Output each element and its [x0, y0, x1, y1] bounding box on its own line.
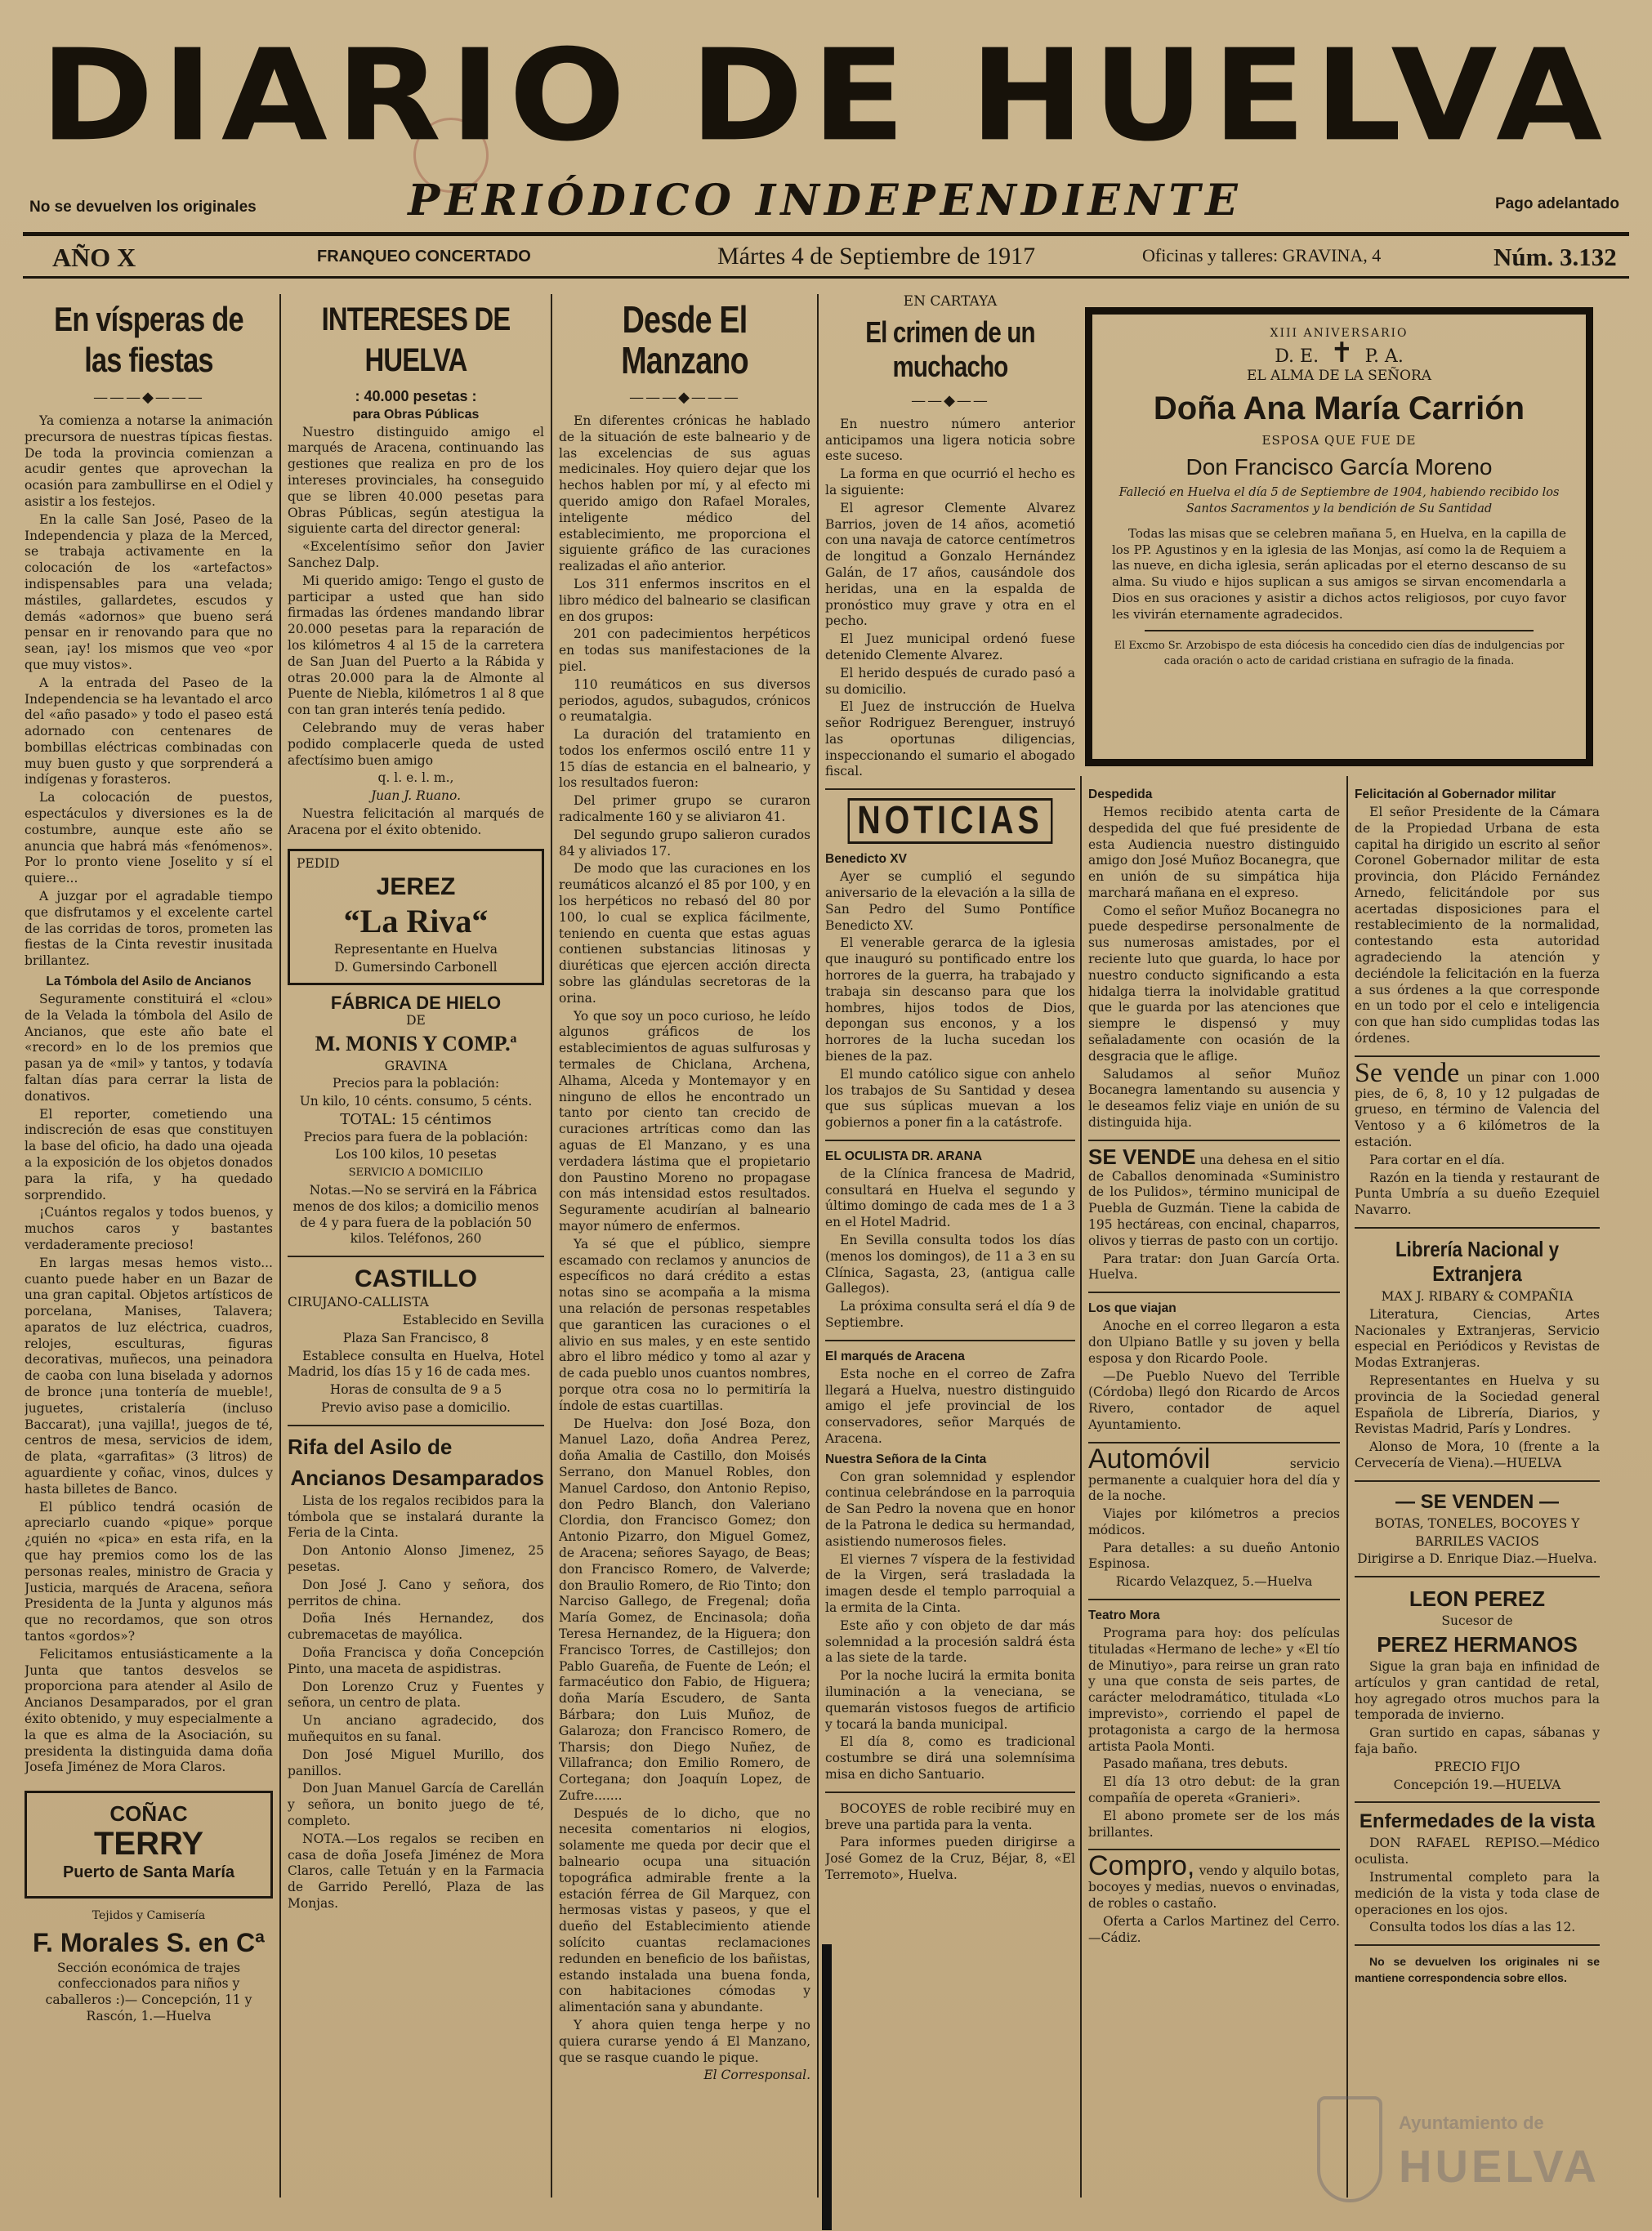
ad-libreria: Librería Nacional y Extranjera [1395, 1237, 1560, 1287]
paragraph: Literatura, Ciencias, Artes Nacionales y Extranjeras, Servicio especial en Periódicos y Revistas de Modas Extranjeras. [1355, 1306, 1600, 1371]
ad-line: Establecido en Sevilla [402, 1313, 544, 1328]
paragraph: La colocación de puestos, espectáculos y diversiones es la de costumbre, aunque este año se anuncia que habrá más «fenómenos». Por lo pronto viene Joselito y sí el quiere... [25, 790, 273, 886]
ad-line: Notas.—No se servirá en la Fábrica menos de dos kilos; a domicilio menos de 4 y para fuera de la población 50 kilos. Teléfonos, 260 [292, 1183, 539, 1247]
ad-riva [288, 849, 544, 985]
paragraph: Ricardo Velazquez, 5.—Huelva [1115, 1574, 1313, 1590]
paragraph: Don Antonio Alonso Jimenez, 25 pesetas. [288, 1543, 544, 1575]
ad-line: PEDID [297, 855, 340, 871]
obit-name: Doña Ana María Carrión [1153, 390, 1525, 427]
watermark-text: HUELVA [1399, 2140, 1600, 2192]
paragraph: No se devuelven los originales ni se mantiene correspondencia sobre ellos. [1355, 1955, 1600, 1984]
paragraph: Juan J. Ruano. [370, 788, 462, 804]
ad-compro [1088, 1850, 1340, 1912]
paragraph: Sucesor de [1441, 1613, 1513, 1629]
headline-rifa: Rifa del Asilo de [288, 1434, 453, 1459]
ad-text: un pinar con 1.000 pies, de 6, 8, 10 y 12 pulgadas de grueso, en término de Valencia del Ventoso y a 6 kilómetros de la estación. [1355, 1069, 1600, 1150]
subhead-marques: El marqués de Aracena [825, 1349, 965, 1363]
cross-icon: ✝ [1330, 336, 1354, 369]
bottom-rule [23, 276, 1629, 279]
obit-husband: Don Francisco García Moreno [1185, 454, 1493, 480]
paragraph: Del segundo grupo salieron curados 84 y aliviados 17. [559, 827, 810, 859]
paragraph: Don José J. Cano y señora, dos perritos de china. [288, 1577, 544, 1609]
ad-line: Los 100 kilos, 10 pesetas [335, 1147, 497, 1162]
paragraph: Don Juan Manuel García de Carellán y señora, un bonito juego de té, completo. [288, 1781, 544, 1828]
subhead-tombola: La Tómbola del Asilo de Ancianos [46, 975, 252, 989]
ornament: ———◆——— [93, 389, 204, 406]
ad-line: DE [406, 1012, 426, 1028]
subhead: para Obras Públicas [352, 407, 480, 422]
ad-line: Puerto de Santa María [62, 1863, 235, 1881]
paragraph: Saludamos al señor Muñoz Bocanegra lamentando su ausencia y le deseamos feliz viaje en unión de su distinguida hija. [1088, 1066, 1340, 1131]
ad-automovil [1088, 1443, 1340, 1505]
ad-text: servicio permanente a cualquier hora del día y de la noche. [1088, 1456, 1340, 1504]
paragraph: El señor Presidente de la Cámara de la Propiedad Urbana de esta capital ha dirigido un escrito al señor Coronel Gobernador militar de esta provincia, don Plácido Fernández Arnedo, felicitándole por sus acertadas disposiciones para el restablecimiento de la normalidad, contestando esta autoridad agradeciendo la atención y deciéndole la felicitación en la fuerza a sus órdenes a la que corresponde en un todo por el celo e inteligencia con que han sido cumplidas todas las órdenes. [1355, 804, 1600, 1046]
obit-pa: P. A. [1364, 346, 1404, 367]
ad-line: Plaza San Francisco, 8 [342, 1330, 489, 1345]
section-noticias: NOTICIAS [848, 798, 1053, 844]
paragraph: El público tendrá ocasión de apreciarlo cuando «pique» porque ¿quién no «pica» en esta rifa, en la que hay premios como los de las personas reales, ministro de Gracia y Justicia, marqués de Aracena, señora Presidenta de la Junta y algunos más que no recordamos, que son otros tantos «gordos»? [25, 1499, 273, 1644]
paragraph: Felicitamos entusiásticamente a la Junta que tantos desvelos se proporciona para atender al Asilo de Ancianos Desamparados, por el gran éxito obtenido, y muy especialmente a la que es alma de la Asociación, su presidenta la distinguida dama doña Josefa Jiménez de Mora Claros. [25, 1646, 273, 1775]
obit-line: El Excmo Sr. Arzobispo de esta diócesis ha concedido cien días de indulgencias por cada oración o acto de caridad cristiana en sufragio de la finada. [1114, 639, 1565, 668]
paragraph: Pasado mañana, tres debuts. [1103, 1756, 1288, 1772]
divider [1355, 1480, 1600, 1482]
column-6 [1355, 783, 1600, 2204]
masthead-subtitle: PERIÓDICO INDEPENDIENTE [408, 176, 1243, 225]
ad-heading: PEREZ HERMANOS [1377, 1631, 1578, 1657]
paragraph: Con gran solemnidad y esplendor continua celebrándose en la parroquia de San Pedro la novena que en honor de la Patrona le dedica su hermandad, asistiendo numerosos fieles. [825, 1469, 1075, 1549]
ad-text: una dehesa en el sitio de Caballos denominada «Suministro de los Pulidos», término municipal de Puebla de Guzmán. Tiene la cabida de 195 hectáreas, con encinal, chaparros, olivos y tierras de pasto con un cortijo. [1088, 1152, 1340, 1248]
top-rule [23, 232, 1629, 236]
signature: El Corresponsal. [703, 2068, 810, 2083]
paragraph: La duración del tratamiento en todos los enfermos osciló entre 11 y 15 días de estancia en el balneario, y los resultados fueron: [559, 727, 810, 791]
headline-rifa: Ancianos Desamparados [290, 1465, 544, 1490]
paragraph: Celebrando muy de veras haber podido complacerle queda de usted afectísimo buen amigo [288, 720, 544, 768]
dateline [23, 240, 1629, 274]
paragraph: Doña Inés Hernandez, dos cubremacetas de mayólica. [288, 1611, 544, 1643]
divider [825, 788, 1075, 790]
issue-date: Mártes 4 de Septiembre de 1917 [717, 243, 1036, 270]
ad-line: Sección económica de trajes confeccionados para niños y caballeros :)— Concepción, 11 y Rascón, 1.—Huelva [45, 1960, 252, 2024]
headline-fiestas: En vísperas de las fiestas [54, 300, 243, 379]
ornament: ———◆——— [629, 389, 740, 406]
ad-line: COÑAC [109, 1801, 188, 1827]
paragraph: De Huelva: don José Boza, don Manuel Lazo, doña Andrea Perez, doña Amalia de Castillo, don Moisés Serrano, don Manuel Robles, don Manuel Cardoso, don Antonio Repiso, don Pedro Blanch, don Valeriano Clordia, don Francisco Gomez; don Antonio Pizarro, don Miguel Gomez, de Aracena; señores Sayago, de Beas; don Francisco Romero, de Valverde; don Braulio Romero, de Rio Tinto; don Narciso Gallego, de Fregenal; doña María Gomez, de Encinasola; doña Teresa Hernandez, de la Higuera; don Francisco Torres, de Castillejos; don Pablo Guareña, de Fuente de León; el farmacéutico don Fabio, de Higuera; doña María Escudero, de Santa Bárbara; don Luis Muñoz, de Galaroza; don Francisco Romero, de Tharsis; don Diego Nuñez, de Villafranca; don Emilio Romero, de Cortegana; don Joaquín Lopez, de Zufre....... [559, 1416, 810, 1803]
offices: Oficinas y talleres: GRAVINA, 4 [1142, 245, 1382, 265]
ad-sevende [1088, 1144, 1340, 1250]
column-4 [825, 294, 1075, 2206]
ad-line: SERVICIO A DOMICILIO [348, 1167, 484, 1180]
paragraph: Ya comienza a notarse la animación precursora de nuestras típicas fiestas. De toda la provincia comienzan a acudir gentes que aprovechan la ocasión para zambullirse en el Odiel y asistir a los festejos. [25, 413, 273, 509]
paragraph: En nuestro número anterior anticipamos una ligera noticia sobre este suceso. [825, 416, 1075, 464]
paragraph: Nuestra felicitación al marqués de Aracena por el éxito obtenido. [288, 805, 544, 837]
issue-number: Núm. 3.132 [1493, 243, 1617, 271]
paragraph: Para tratar: don Juan García Orta. Huelva. [1088, 1251, 1340, 1283]
note-originals: No se devuelven los originales [29, 199, 257, 216]
paragraph: El venerable gerarca de la iglesia que inauguró su pontificado entre los horrores de la guerra, ha trabajado y trabaja sin descanso para que los hombres, hijos todos de Dios, depongan sus enconos, y a los horrores de la lucha sucedan los bienes de la paz. [825, 935, 1075, 1064]
ad-line: F. Morales S. en Cª [33, 1927, 265, 1957]
paragraph: q. l. e. l. m., [377, 770, 454, 786]
paragraph: En diferentes crónicas he hablado de la situación de este balneario y de las excelencias de sus aguas medicinales. Hoy quiero dejar que los hechos hablen por mí, y al efecto mi querido amigo don Rafael Morales, inteligente médico del establecimiento, me proporciona el siguiente gráfico de las curaciones realizadas el año anterior. [559, 413, 810, 574]
paragraph: Para informes pueden dirigirse a José Gomez de la Cruz, Béjar, 8, «El Terremoto», Huelva. [825, 1835, 1075, 1882]
paragraph: Don Lorenzo Cruz y Fuentes y señora, un centro de plata. [288, 1679, 544, 1711]
watermark-text: Ayuntamiento de [1399, 2113, 1544, 2133]
paragraph: NOTA.—Los regalos se reciben en casa de doña Josefa Jiménez de Mora Claros, calle Tetuán y en la Farmacia de Garrido Perelló, Plaza de las Monjas. [288, 1831, 544, 1911]
ad-line: Previo aviso pase a domicilio. [321, 1400, 511, 1416]
col-divider [279, 294, 281, 2198]
column-2 [288, 294, 544, 2206]
ad-line: Representante en Huelva [334, 942, 498, 957]
paragraph: Concepción 19.—HUELVA [1393, 1777, 1561, 1792]
paragraph: El reporter, cometiendo una indiscreción de esas que constituyen la base del oficio, ha dado una ojeada a la exposición de los objetos donados para la rifa, y ha quedado sorprendido. [25, 1106, 273, 1203]
ad-vista: Enfermedades de la vista [1359, 1810, 1596, 1833]
paragraph: Yo que soy un poco curioso, he leído algunos gráficos de los establecimientos de aguas sulfurosas y termales de Chiclana, Archena, Alhama, Alceda y Montemayor y en ninguno de ellos he encontrado un tanto por ciento tan crecido de curaciones artríticas como dan las aguas de El Manzano, y es una verdadera lástima que el propietario don Paustino Moreno no propagase con más intensidad estos resultados. Seguramente acudirían al balneario mayor número de enfermos. [559, 1008, 810, 1234]
paragraph: Instrumental completo para la medición de la vista y toda clase de operaciones en los ojos. [1355, 1869, 1600, 1917]
paragraph: 201 con padecimientos herpéticos en todas sus manifestaciones de la piel. [559, 627, 810, 674]
paragraph: Como el señor Muñoz Bocanegra no puede despedirse personalmente de sus numerosas amistades, por el reciente luto que guarda, lo hace por nuestro conducto significando a esta hidalga tierra la inolvidable gratitud que le guarda por las atenciones que siempre le dispensó y muy señaladamente con ocasión de la desgracia que le aflige. [1088, 903, 1340, 1064]
ad-line: TOTAL: 15 céntimos [340, 1110, 492, 1128]
paragraph: Después de lo dicho, que no necesita comentarios ni elogios, solamente me queda por decir que el balneario ocupa una situación topográfica admirable frente a la estación férrea de Gil Marquez, con hermosas vistas y paseos, y que el dueño del Establecimiento atiende solícito cuantas reclamaciones redunden en beneficio de los bañistas, estando instalada una buena fonda, con habitaciones cómodas y alimentación sana y abundante. [559, 1805, 810, 2015]
col-divider [1080, 776, 1082, 2198]
paragraph: Hemos recibido atenta carta de despedida del que fué presidente de esta Audiencia nuestro distinguido amigo don José Muñoz Bocanegra, que en unión de su simpática hija marchará mañana en el expreso. [1088, 804, 1340, 900]
divider [1088, 1599, 1340, 1600]
paragraph: Para cortar en el día. [1369, 1152, 1505, 1167]
obit-de: D. E. [1275, 346, 1319, 367]
ad-heading: Automóvil [1088, 1443, 1211, 1475]
obit-line [1112, 336, 1566, 369]
paragraph: El día 13 otro debut: de la gran compañía de opereta «Granieri». [1088, 1774, 1340, 1805]
ad-line: D. Gumersindo Carbonell [334, 960, 498, 975]
divider [825, 1791, 1075, 1793]
subhead-cinta: Nuestra Señora de la Cinta [825, 1452, 987, 1466]
subhead-despedida: Despedida [1088, 788, 1153, 801]
archive-watermark [1317, 2096, 1627, 2219]
paragraph: Este año y con objeto de dar más solemnidad a la procesión saldrá ésta a las siete de la tarde. [825, 1617, 1075, 1666]
paragraph: Un anciano agradecido, dos muñequitos en su fanal. [288, 1713, 544, 1744]
ad-heading: — SE VENDEN — [1395, 1490, 1560, 1513]
ad-line: Tejidos y Camisería [92, 1908, 206, 1922]
ad-line: TERRY [93, 1826, 204, 1862]
obit-line: EL ALMA DE LA SEÑORA [1246, 367, 1432, 384]
paragraph: Esta noche en el correo de Zafra llegará a Huelva, nuestro distinguido amigo el jefe provincial de los conservadores, señor Marqués de Aracena. [825, 1366, 1075, 1446]
ad-text: vendo y alquilo botas, bocoyes y medias, nuevos o envinadas, de robles o castaño. [1088, 1863, 1340, 1911]
subhead-viajan: Los que viajan [1088, 1301, 1176, 1316]
note-payment: Pago adelantado [1494, 195, 1619, 212]
paragraph: Nuestro distinguido amigo el marqués de Aracena, continuando las gestiones que realiza en pro de los intereses provinciales, ha conseguido que se libren 40.000 pesetas para Obras Públicas, según atestigua la siguiente carta del director general: [288, 424, 544, 537]
divider [1355, 1944, 1600, 1946]
ad-line: M. MONIS Y COMP.ª [315, 1031, 517, 1055]
paragraph: Ayer se cumplió el segundo aniversario de la elevación a la silla de San Pedro del Sumo Pontífice Benedicto XV. [825, 869, 1075, 933]
ad-line: FÁBRICA DE HIELO [330, 992, 502, 1013]
paragraph: El mundo católico sigue con anhelo los trabajos de Su Santidad y desea que sus súplicas muevan a los gobiernos a poner fin a la catástrofe. [825, 1066, 1075, 1131]
divider [1355, 1576, 1600, 1577]
paragraph: La próxima consulta será el día 9 de Septiembre. [825, 1299, 1075, 1331]
paragraph: Por la noche lucirá la ermita bonita iluminación a la veneciana, se quemarán vistosos fuegos de artificio y tocará la banda municipal. [825, 1668, 1075, 1732]
divider [288, 1425, 544, 1426]
divider [1145, 630, 1534, 631]
paragraph: Anoche en el correo llegaron a esta don Ulpiano Batlle y su joven y bella esposa y don Ricardo Poole. [1088, 1319, 1340, 1366]
subhead-teatro: Teatro Mora [1088, 1609, 1160, 1623]
paragraph: Consulta todos los días a las 12. [1369, 1920, 1576, 1935]
paragraph: El día 8, como es tradicional costumbre se dirá una solemnísima misa en dicho Santuario. [825, 1734, 1075, 1782]
paragraph: BOTAS, TONELES, BOCOYES Y [1374, 1515, 1580, 1531]
ad-line: Un kilo, 10 cénts. consumo, 5 cénts. [299, 1094, 533, 1109]
paragraph: Alonso de Mora, 10 (frente a la Cervecería de Viena).—HUELVA [1355, 1439, 1600, 1470]
subhead-benedicto: Benedicto XV [825, 852, 907, 867]
obit-line: Falleció en Huelva el día 5 de Septiembre de 1904, habiendo recibido los Santos Sacramentos y la bendición de Su Santidad [1118, 486, 1560, 515]
ad-line: Precios para fuera de la población: [303, 1129, 529, 1145]
paragraph: BARRILES VACIOS [1415, 1533, 1539, 1549]
paragraph: Dirigirse a D. Enrique Diaz.—Huelva. [1357, 1551, 1597, 1567]
paragraph: Y ahora quien tenga herpe y no quiera curarse yendo á El Manzano, que se rasque cuando le pique. [559, 2018, 810, 2065]
paragraph: En la calle San José, Paseo de la Independencia y plaza de la Merced, se trabaja activamente en la colocación de los «artefactos» indispensables para una velada; mástiles, gallardetes, escudos y demás «adornos» que bueno será pensar en ir renovando para que no sean, ¡ay! los mismos que veo «por que muy vistos». [25, 511, 273, 672]
subhead-felicitacion: Felicitación al Gobernador militar [1355, 788, 1556, 801]
paragraph: «Excelentísimo señor don Javier Sanchez Dalp. [288, 539, 544, 570]
column-3 [559, 294, 810, 2206]
ornament: ——◆—— [911, 391, 989, 409]
paragraph: PRECIO FIJO [1434, 1759, 1520, 1774]
paragraph: MAX J. RIBARY & COMPAÑIA [1381, 1289, 1574, 1305]
divider [1355, 1055, 1600, 1057]
obit-line: Todas las misas que se celebren mañana 5, en Huelva, en la capilla de los PP. Agustinos y en la iglesia de las Monjas, así como la de Requiem a las nueve, en dicha iglesia, serán aplicadas por el eterno descanso de su alma. Su viudo e hijos suplican a sus amigos se sirvan encomendarla a Dios en sus oraciones y asistir a dichos actos religiosos, por cuyo favor les vivirán eternamente agradecidos. [1112, 525, 1566, 622]
col-divider [551, 294, 552, 2198]
paragraph: Seguramente constituirá el «clou» de la Velada la tómbola del Asilo de Ancianos, que este año bate el «record» en lo de los premios que pasan ya de «mil» y tantos, y todavía faltan días para cerrar la lista de donativos. [25, 991, 273, 1104]
paragraph: El viernes 7 víspera de la festividad de la Virgen, será trasladada la imagen desde el templo parroquial a la ermita de la Cinta. [825, 1551, 1075, 1615]
scan-shadow [822, 1944, 832, 2230]
paragraph: Sigue la gran baja en infinidad de artículos y gran cantidad de retal, hoy agregado otros muchos para la temporada de invierno. [1355, 1658, 1600, 1723]
col-divider [817, 294, 819, 2198]
ad-hielo [288, 992, 544, 1247]
paragraph: El Juez municipal ordenó fuese detenido Clemente Alvarez. [825, 631, 1075, 663]
paragraph: Ya sé que el público, siempre escamado con reclamos y anuncios de específicos no dará crédito a estas notas sino se acompaña a la misma una relación de personas respetables que garanticen las curaciones o el alivio en sus males, y en este sentido abro el libro médico y tomo al azar y de cada pueblo unos cuantos nombres, porque otra cosa no lo permitiría la índole de estas cuartillas. [559, 1236, 810, 1413]
col-divider [1346, 776, 1348, 2198]
ad-line: JEREZ [376, 873, 456, 901]
franqueo: FRANQUEO CONCERTADO [317, 248, 531, 265]
divider [825, 1140, 1075, 1141]
divider [1088, 1140, 1340, 1141]
obituary-box [1085, 307, 1593, 766]
subhead-oculista: EL OCULISTA DR. ARANA [825, 1149, 983, 1163]
paragraph: Lista de los regalos recibidos para la tómbola que se instalará durante la Feria de la Cinta. [288, 1493, 544, 1541]
paragraph: A juzgar por el agradable tiempo que disfrutamos y el excelente cartel de las corridas de toros, prometen las fiestas de la Cinta revestir inusitada brillantez. [25, 889, 273, 969]
divider [288, 1256, 544, 1257]
paragraph: El Juez de instrucción de Huelva señor Rodriguez Berenguer, instruyó las oportunas diligencias, inspeccionando el sumario el abogado fiscal. [825, 699, 1075, 779]
paragraph: La forma en que ocurrió el hecho es la siguiente: [825, 466, 1075, 498]
shield-icon [1317, 2096, 1382, 2202]
paragraph: Viajes por kilómetros a precios módicos. [1088, 1506, 1340, 1537]
subhead: : 40.000 pesetas : [355, 388, 477, 404]
paragraph: BOCOYES de roble recibiré muy en breve una partida para la venta. [825, 1800, 1075, 1832]
paragraph: Para detalles: a su dueño Antonio Espinosa. [1088, 1540, 1340, 1572]
ad-sevende-pinar [1355, 1057, 1600, 1151]
ad-heading: SE VENDE [1088, 1144, 1196, 1169]
divider [1088, 1292, 1340, 1293]
paragraph: Representantes en Huelva y su provincia de la Sociedad general Española de Librería, Diarios, y Revistas Madrid, París y Londres. [1355, 1373, 1600, 1437]
divider [825, 1340, 1075, 1341]
paragraph: Programa para hoy: dos películas tituladas «Hermano de leche» y «El tío de Minutiyo», para reirse un gran rato y una que consta de seis partes, de carácter melodramático, titulada «Lo imprevisto», corriendo el papel de protagonista a cargo de la hermosa artista Paola Monti. [1088, 1625, 1340, 1754]
obit-line: ESPOSA QUE FUE DE [1261, 433, 1417, 448]
paragraph: DON RAFAEL REPISO.—Médico oculista. [1355, 1836, 1600, 1867]
paragraph: A la entrada del Paseo de la Independencia se ha levantado el arco del «año pasado» y todo el paseo está adornado con centenares de bombillas eléctricas combinadas con muy buen gusto y que sorprenderá a indígenas y forasteros. [25, 675, 273, 788]
ad-heading: LEON PEREZ [1409, 1586, 1546, 1612]
paragraph: El herido después de curado pasó a su domicilio. [825, 665, 1075, 697]
year: AÑO X [52, 243, 136, 272]
ad-line: “La Riva“ [343, 903, 489, 940]
paragraph: Mi querido amigo: Tengo el gusto de participar a usted que han sido firmadas las órdenes mandando librar 20.000 pesetas para la reparación de los kilómetros 4 al 15 de la carretera de San Juan del Puerto a la Rábida y otras 20.000 para la de Almonte al Puente de Niebla, kilómetros 1 al 8 que con tan gran interés tenía pedido. [288, 573, 544, 718]
paragraph: —De Pueblo Nuevo del Terrible (Córdoba) llegó don Ricardo de Arcos Rivero, contador de aquel Ayuntamiento. [1088, 1368, 1340, 1432]
ad-line: CIRUJANO-CALLISTA [288, 1295, 429, 1310]
divider [1355, 1227, 1600, 1229]
kicker: EN CARTAYA [903, 294, 998, 310]
headline-intereses: INTERESES DE HUELVA [321, 301, 511, 378]
paragraph: En largas mesas hemos visto... cuanto puede haber en un Bazar de una gran capital. Objetos artísticos de porcelana, Manises, Talavera; aparatos de luz eléctrica, cuadros, relojes, esculturas, figuras decorativas, muñecos, una peinadora de caoba con luna biselada y adornos de bronce ¡una tontería de mueble!, juguetes, cristalería (incluso Baccarat), ¡una vajilla!, juegos de té, centros de mesa, servicios de idem, de plata, «garrafitas» (3 litros) de aguardiente y coñac, vinos, dulces y hasta billetes de Banco. [25, 1255, 273, 1497]
ad-terry [25, 1791, 273, 1899]
paragraph: de la Clínica francesa de Madrid, consultará en Huelva el segundo y último domingo de cada mes de 1 a 3 en el Hotel Madrid. [825, 1166, 1075, 1230]
ad-line: Horas de consulta de 9 a 5 [329, 1382, 502, 1398]
divider [1355, 1801, 1600, 1803]
ad-heading: Compro, [1088, 1850, 1195, 1882]
paragraph: Gran surtido en capas, sábanas y faja baño. [1355, 1725, 1600, 1756]
ad-heading: Se vende [1355, 1057, 1460, 1088]
masthead-title: DIARIO DE HUELVA [39, 21, 1611, 170]
obit-line: XIII ANIVERSARIO [1270, 327, 1409, 340]
ad-line: Establece consulta en Huelva, Hotel Madrid, los días 15 y 16 de cada mes. [288, 1348, 544, 1380]
paragraph: 110 reumáticos en sus diversos periodos, agudos, subagudos, crónicos o reumatalgia. [559, 676, 810, 725]
paragraph: El abono promete ser de los más brillantes. [1088, 1808, 1340, 1840]
ad-line: Precios para la población: [332, 1076, 500, 1091]
paragraph: Oferta a Carlos Martinez del Cerro. —Cádiz. [1088, 1913, 1340, 1945]
paragraph: Del primer grupo se curaron radicalmente 160 y se aliviaron 41. [559, 793, 810, 825]
paragraph: De modo que las curaciones en los reumáticos alcanzó el 85 por 100, y en los herpéticos no rebasó del 80 por 100, lo cual se explica fácilmente, teniendo en cuenta que estas aguas contienen substancias litinosas y diuréticas que ejercen acción directa sobre las glándulas secretoras de la orina. [559, 861, 810, 1006]
headline-manzano: Desde El Manzano [621, 298, 748, 382]
paragraph: Doña Francisca y doña Concepción Pinto, una maceta de aspidistras. [288, 1645, 544, 1676]
paragraph: En Sevilla consulta todos los días (menos los domingos), de 11 a 3 en su Clínica, Sagasta, 23, (antigua calle Gallegos). [825, 1233, 1075, 1296]
column-5 [1088, 783, 1340, 2204]
paragraph: El agresor Clemente Alvarez Barrios, joven de 14 años, acometió con una navaja de catorce centímetros de longitud a Gonzalo Hernández Galán, de 17 años, causándole dos heridas, una en la espalda de pronóstico muy grave y otra en el pecho. [825, 500, 1075, 629]
paragraph: Razón en la tienda y restaurant de Punta Umbría a su dueño Ezequiel Navarro. [1355, 1170, 1600, 1218]
ad-line: CASTILLO [355, 1265, 477, 1293]
paragraph: Don José Miguel Murillo, dos panillos. [288, 1747, 544, 1778]
headline-crimen: El crimen de un muchacho [865, 315, 1035, 383]
ad-line: GRAVINA [384, 1058, 448, 1073]
column-1 [25, 294, 273, 2206]
paragraph: ¡Cuántos regalos y todos buenos, y muchos caros y bastantes verdaderamente precioso! [25, 1205, 273, 1252]
paragraph: Los 311 enfermos inscritos en el libro médico del balneario se clasifican en dos grupos: [559, 576, 810, 624]
